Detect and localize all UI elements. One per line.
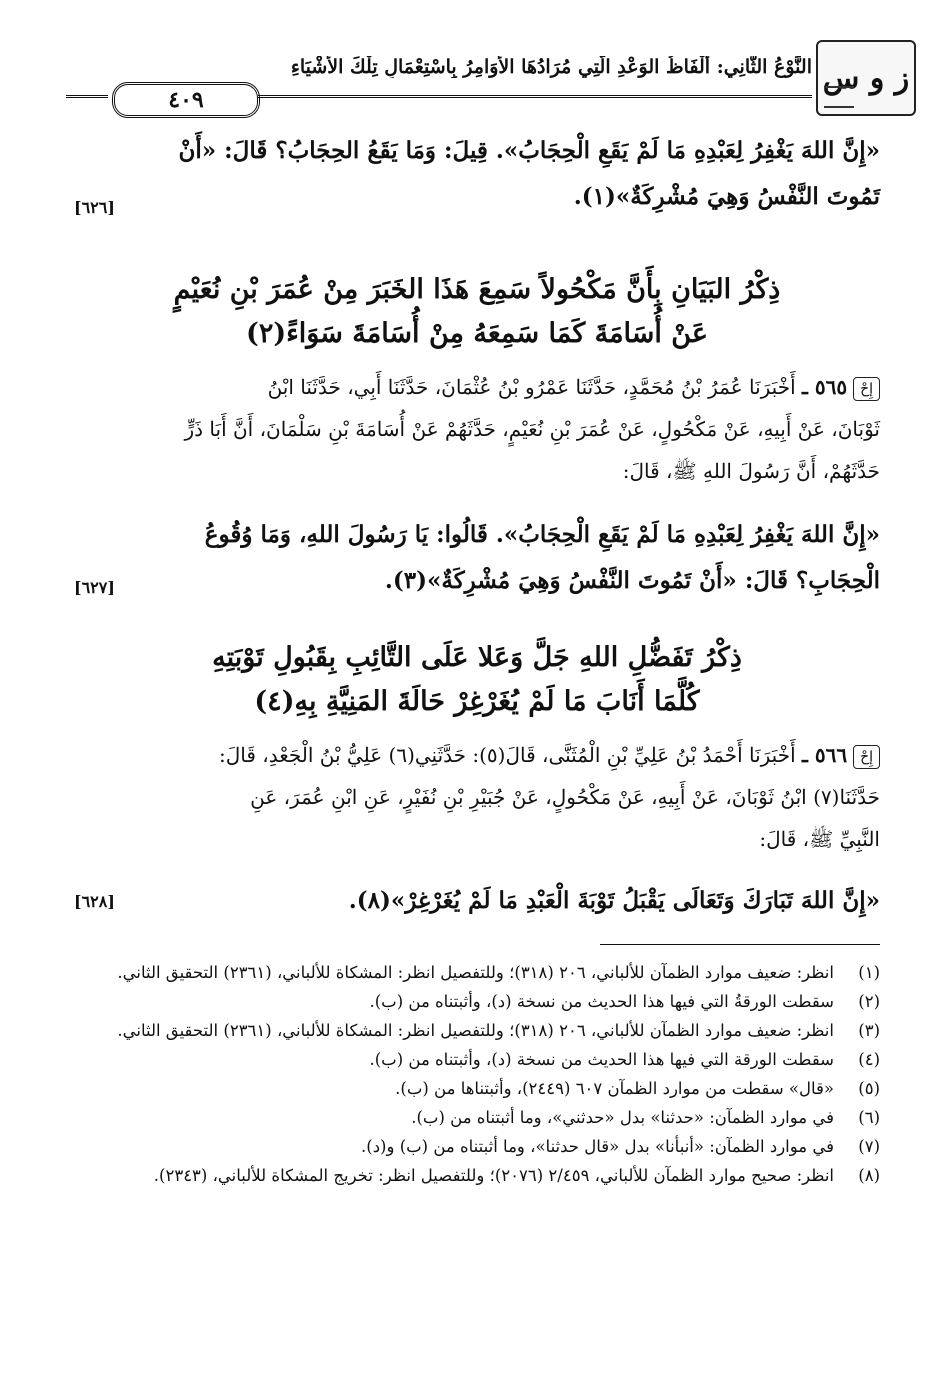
header-rule-right xyxy=(258,95,812,102)
heading-2-line-2: كُلَّمَا أَنَابَ مَا لَمْ يُغَرْغِرْ حَالَةَ المَنِيَّةِ بِهِ(٤) xyxy=(254,686,700,717)
heading-2-line-1: ذِكْرُ تَفَضُّلِ اللهِ جَلَّ وَعَلا عَلَى التَّائِبِ بِقَبُولِ تَوْبَتِهِ xyxy=(212,642,742,673)
footnote-number: (٤) xyxy=(858,1050,880,1069)
header-rule-left xyxy=(66,95,108,102)
hadith-number-565: ٥٦٥ ـ xyxy=(802,375,848,399)
section-heading-1 xyxy=(74,268,880,356)
ornament-letters: ز و س xyxy=(822,60,910,96)
footnote-number: (٥) xyxy=(858,1079,880,1098)
hadith-566-line-1: أَخْبَرَنَا أَحْمَدُ بْنُ عَلِيِّ بْنِ الْمُثَنَّى، قَالَ(٥): حَدَّثَنِي(٦) عَلِيُّ بْنُ الْجَعْدِ، قَالَ: xyxy=(218,743,796,767)
footnote-number: (٧) xyxy=(858,1137,880,1156)
hadith-565-line-2: ثَوْبَانَ، عَنْ أَبِيهِ، عَنْ مَكْحُولٍ، عَنْ عُمَرَ بْنِ نُعَيْمٍ، حَدَّثَهُمْ عَنْ أُسَامَةَ بْنِ سَلْمَانَ، أَنَّ أَبَا ذَرٍّ xyxy=(184,417,880,441)
footnote-separator xyxy=(600,944,880,945)
footnotes xyxy=(74,958,880,1190)
footnote-text: في موارد الظمآن: «حدثنا» بدل «حدثني»، وما أثبتناه من (ب). xyxy=(411,1108,834,1127)
footnote-text: في موارد الظمآن: «أنبأنا» بدل «قال حدثنا»، وما أثبتناه من (ب) و(د). xyxy=(361,1137,834,1156)
footnote-text: انظر: صحيح موارد الظمآن للألباني، ٢/٤٥٩ (٢٠٧٦)؛ وللتفصيل انظر: تخريج المشكاة للألباني، (٢٣٤٣). xyxy=(153,1166,834,1185)
ornament-stripe xyxy=(824,86,854,108)
running-title: النَّوْعُ الثَّانِي: أَلْفَاظُ الوَعْدِ الَّتِي مُرَادُهَا الأَوَامِرُ بِاسْتِعْمَالِ تِلْكَ الأَشْيَاءِ xyxy=(290,56,812,78)
section-heading-2 xyxy=(74,636,880,724)
heading-1-line-1: ذِكْرُ البَيَانِ بِأَنَّ مَكْحُولاً سَمِعَ هَذَا الخَبَرَ مِنْ عُمَرَ بْنِ نُعَيْمٍ xyxy=(173,274,781,305)
chapter-ornament xyxy=(816,40,916,116)
footnote xyxy=(74,1074,880,1103)
footnote-number: (٢) xyxy=(858,992,880,1011)
reference-number-626: [٦٢٦] xyxy=(74,198,115,217)
footnote xyxy=(74,1161,880,1190)
footnote-text: «قال» سقطت من موارد الظمآن ٦٠٧ (٢٤٤٩)، وأثبتناها من (ب). xyxy=(395,1079,834,1098)
heading-1-line-2: عَنْ أُسَامَةَ كَمَا سَمِعَهُ مِنْ أُسَامَةَ سَوَاءً(٢) xyxy=(246,318,708,349)
top-quote-line-2: تَمُوتَ النَّفْسُ وَهِيَ مُشْرِكَةٌ»(١). xyxy=(573,183,880,210)
hadith-565-quote-line-1: «إِنَّ اللهَ يَغْفِرُ لِعَبْدِهِ مَا لَمْ يَقَعِ الْحِجَابُ». قَالُوا: يَا رَسُولَ اللهِ، وَمَا وُقُوعُ xyxy=(204,521,880,548)
reference-number-628: [٦٢٨] xyxy=(74,892,115,911)
footnote-text: سقطت الورقةُ التي فيها هذا الحديث من نسخة (د)، وأثبتناه من (ب). xyxy=(369,992,834,1011)
hadith-566-quote xyxy=(74,878,880,924)
footnote-number: (٣) xyxy=(858,1021,880,1040)
footnote xyxy=(74,1045,880,1074)
hadith-566-line-3: النَّبِيِّ ﷺ، قَالَ: xyxy=(759,827,880,851)
footnote-text: انظر: ضعيف موارد الظمآن للألباني، ٢٠٦ (٣١٨)؛ وللتفصيل انظر: المشكاة للألباني، (٢٣٦١) التحقيق الثاني. xyxy=(117,1021,834,1040)
reference-number-627: [٦٢٧] xyxy=(74,578,115,597)
footnote-number: (٨) xyxy=(858,1166,880,1185)
hadith-565-quote-line-2: الْحِجَابِ؟ قَالَ: «أَنْ تَمُوتَ النَّفْسُ وَهِيَ مُشْرِكَةٌ»(٣). xyxy=(384,567,880,594)
footnote xyxy=(74,958,880,987)
footnote-number: (٦) xyxy=(858,1108,880,1127)
page-number: ٤٠٩ xyxy=(112,82,260,118)
hadith-566-quote-line: «إِنَّ اللهَ تَبَارَكَ وَتَعَالَى يَقْبَلُ تَوْبَةَ الْعَبْدِ مَا لَمْ يُغَرْغِرْ»(٨). xyxy=(348,887,880,914)
hadith-565-isnad xyxy=(74,366,880,492)
footnote-text: سقطت الورقة التي فيها هذا الحديث من نسخة (د)، وأثبتناه من (ب). xyxy=(369,1050,834,1069)
hadith-566-isnad xyxy=(74,734,880,860)
hadith-marker-icon: إِحْ xyxy=(853,377,880,401)
footnote xyxy=(74,1016,880,1045)
top-quote-line-1: «إِنَّ اللهَ يَغْفِرُ لِعَبْدِهِ مَا لَمْ يَقَعِ الْحِجَابُ». قِيلَ: وَمَا يَقَعُ الحِجَابُ؟ قَالَ: «أَنْ xyxy=(178,137,880,164)
hadith-565-quote xyxy=(74,512,880,604)
footnote-text: انظر: ضعيف موارد الظمآن للألباني، ٢٠٦ (٣١٨)؛ وللتفصيل انظر: المشكاة للألباني، (٢٣٦١) التحقيق الثاني. xyxy=(117,963,834,982)
footnote xyxy=(74,1132,880,1161)
footnote xyxy=(74,987,880,1016)
top-hadith-quote xyxy=(74,128,880,220)
hadith-565-line-3: حَدَّثَهُمْ، أَنَّ رَسُولَ اللهِ ﷺ، قَالَ: xyxy=(622,459,880,483)
hadith-566-line-2: حَدَّثَنَا(٧) ابْنُ ثَوْبَانَ، عَنْ أَبِيهِ، عَنْ مَكْحُولٍ، عَنْ جُبَيْرِ بْنِ نُفَيْرٍ، عَنِ ابْنِ عُمَرَ، عَنِ xyxy=(250,785,880,809)
page-header xyxy=(66,40,916,118)
footnote-number: (١) xyxy=(858,963,880,982)
hadith-number-566: ٥٦٦ ـ xyxy=(802,743,848,767)
hadith-marker-icon: إِحْ xyxy=(853,745,880,769)
hadith-565-line-1: أَخْبَرَنَا عُمَرُ بْنُ مُحَمَّدٍ، حَدَّثَنَا عَمْرُو بْنُ عُثْمَانَ، حَدَّثَنَا أَبِي، حَدَّثَنَا ابْنُ xyxy=(267,375,796,399)
footnote xyxy=(74,1103,880,1132)
